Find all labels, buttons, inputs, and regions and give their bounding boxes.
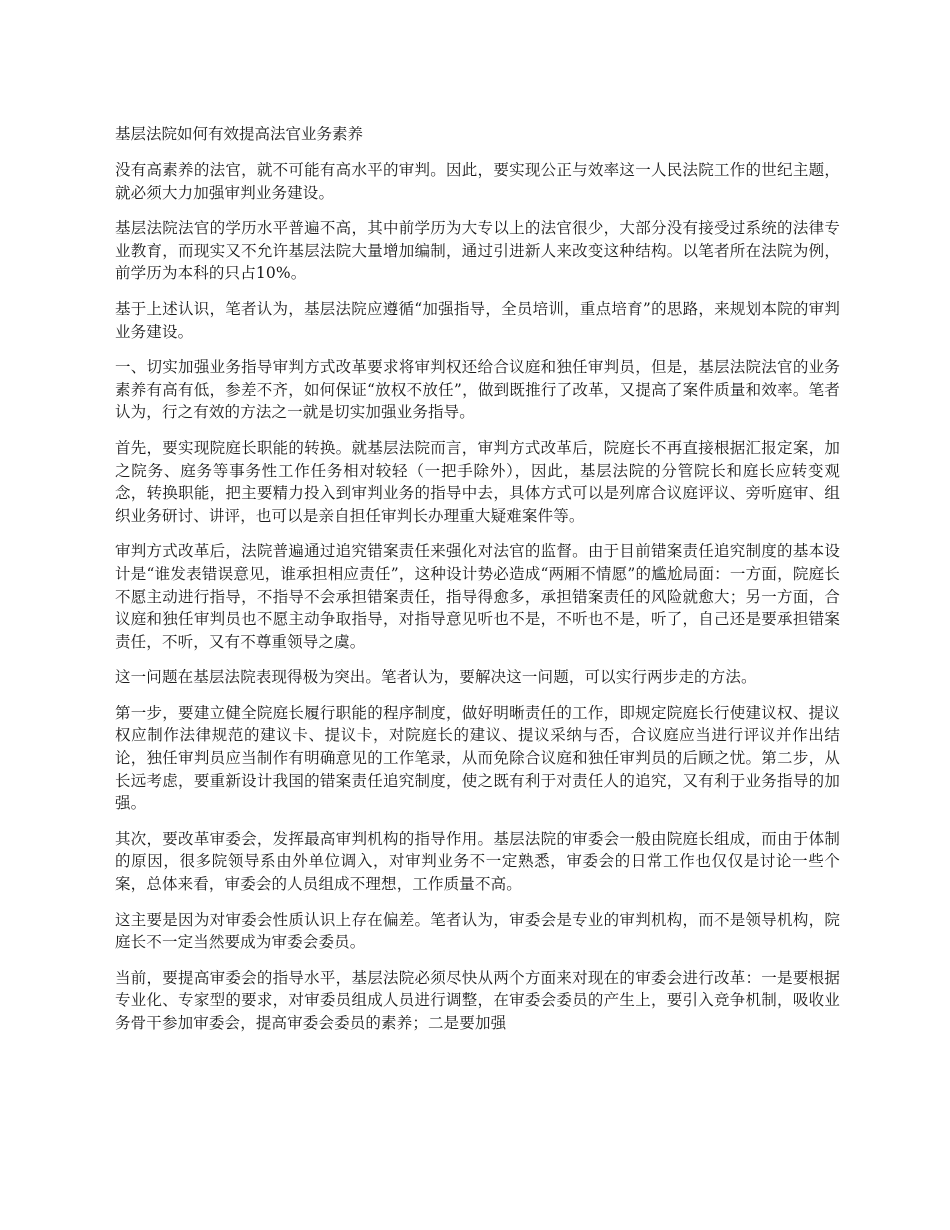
paragraph-4: 一、切实加强业务指导审判方式改革要求将审判权还给合议庭和独任审判员，但是，基层法院法官的业务素养有高有低，参差不齐，如何保证“放权不放任”，做到既推行了改革，又提高了案件质量和效率。笔者认为，行之有效的方法之一就是切实加强业务指导。 (115, 358, 840, 422)
paragraph-11: 当前，要提高审委会的指导水平，基层法院必须尽快从两个方面来对现在的审委会进行改革：一是要根据专业化、专家型的要求，对审委员组成人员进行调整，在审委会委员的产生上，要引入竞争机制，吸收业务骨干参加审委会，提高审委会委员的素养；二是要加强 (115, 968, 840, 1032)
paragraph-10: 这主要是因为对审委会性质认识上存在偏差。笔者认为，审委会是专业的审判机构，而不是领导机构，院庭长不一定当然要成为审委会委员。 (115, 910, 840, 952)
document-title: 基层法院如何有效提高法官业务素养 (115, 125, 364, 143)
paragraph-3: 基于上述认识，笔者认为，基层法院应遵循“加强指导，全员培训，重点培育”的思路，来规划本院的审判业务建设。 (115, 299, 840, 341)
document-page (115, 123, 840, 1048)
paragraph-6: 审判方式改革后，法院普遍通过追究错案责任来强化对法官的监督。由于目前错案责任追究制度的基本设计是“谁发表错误意见，谁承担相应责任”，这种设计势必造成“两厢不情愿”的尴尬局面：一方面，院庭长不愿主动进行指导，不指导不会承担错案责任，指导得愈多，承担错案责任的风险就愈大；另一方面，合议庭和独任审判员也不愿主动争取指导，对指导意见听也不是，不听也不是，听了，自己还是要承担错案责任，不听，又有不尊重领导之虞。 (115, 542, 840, 651)
paragraph-1: 没有高素养的法官，就不可能有高水平的审判。因此，要实现公正与效率这一人民法院工作的世纪主题，就必须大力加强审判业务建设。 (115, 161, 840, 202)
paragraph-7: 这一问题在基层法院表现得极为突出。笔者认为，要解决这一问题，可以实行两步走的方法。 (115, 668, 757, 687)
paragraph-2: 基层法院法官的学历水平普遍不高，其中前学历为大专以上的法官很少，大部分没有接受过系统的法律专业教育，而现实又不允许基层法院大量增加编制，通过引进新人来改变这种结构。以笔者所在法院为例，前学历为本科的只占10%。 (115, 219, 840, 283)
paragraph-5: 首先，要实现院庭长职能的转换。就基层法院而言，审判方式改革后，院庭长不再直接根据汇报定案，加之院务、庭务等事务性工作任务相对较轻（一把手除外），因此，基层法院的分管院长和庭长应转变观念，转换职能，把主要精力投入到审判业务的指导中去，具体方式可以是列席合议庭评议、旁听庭审、组织业务研讨、讲评，也可以是亲自担任审判长办理重大疑难案件等。 (115, 438, 840, 525)
paragraph-8: 第一步，要建立健全院庭长履行职能的程序制度，做好明晰责任的工作，即规定院庭长行使建议权、提议权应制作法律规范的建议卡、提议卡，对院庭长的建议、提议采纳与否，合议庭应当进行评议并作出结论，独任审判员应当制作有明确意见的工作笔录，从而免除合议庭和独任审判员的后顾之忧。第二步，从长远考虑，要重新设计我国的错案责任追究制度，使之既有利于对责任人的追究，又有利于业务指导的加强。 (115, 703, 840, 813)
paragraph-9: 其次，要改革审委会，发挥最高审判机构的指导作用。基层法院的审委会一般由院庭长组成，而由于体制的原因，很多院领导系由外单位调入，对审判业务不一定熟悉，审委会的日常工作也仅仅是讨论一些个案，总体来看，审委会的人员组成不理想，工作质量不高。 (115, 829, 840, 894)
